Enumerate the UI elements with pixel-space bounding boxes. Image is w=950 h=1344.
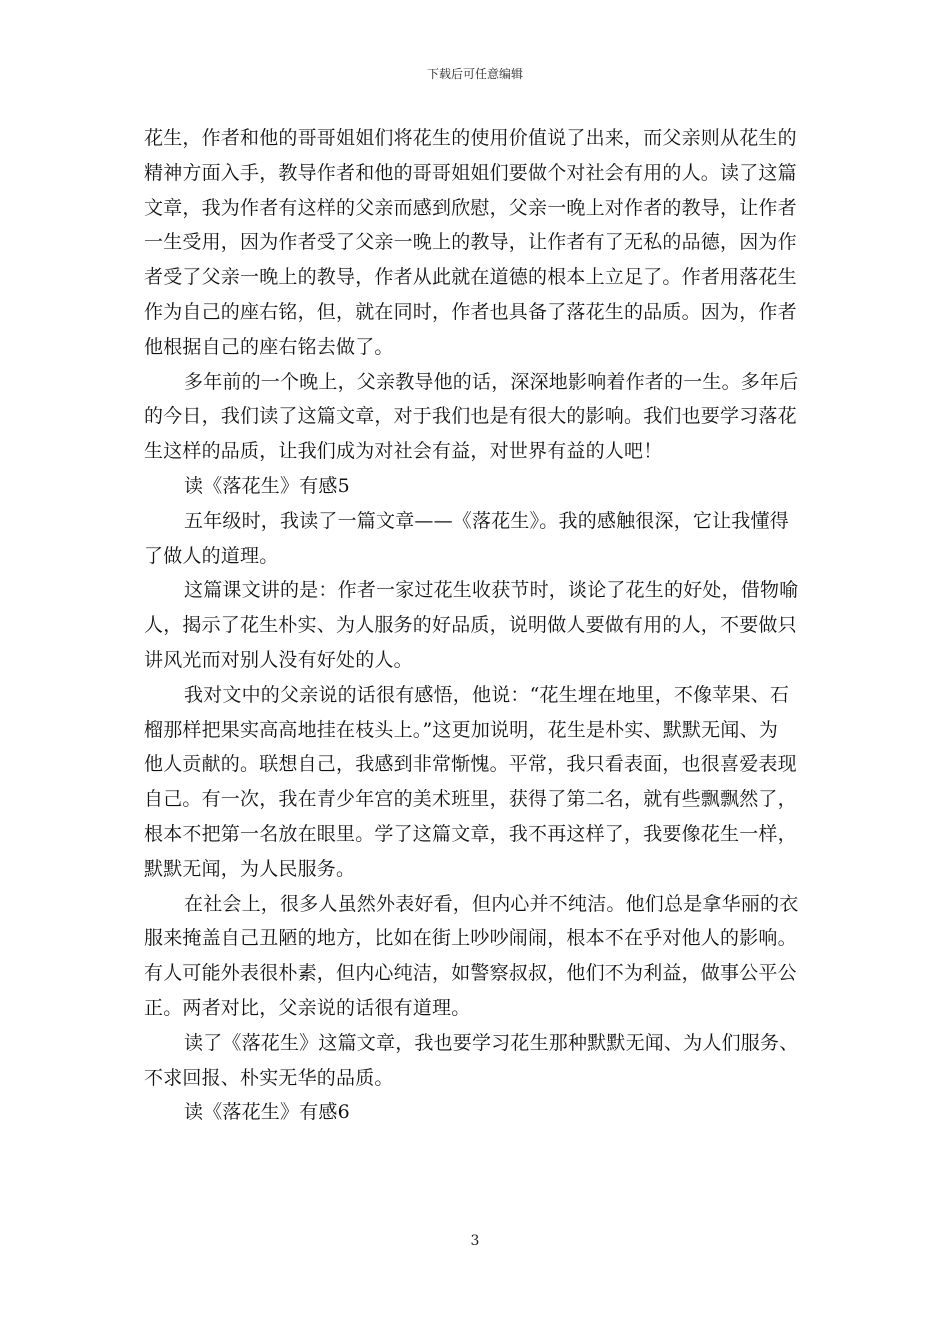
paragraph [144,573,807,677]
text-line: 正。两者对比，父亲说的话很有道理。 [144,996,471,1019]
text-line: 他人贡献的。联想自己，我感到非常惭愧。平常，我只看表面，也很喜爱表现 [144,753,797,776]
paragraph [144,365,807,469]
text-line: 服来掩盖自己丑陋的地方，比如在街上吵吵闹闹，根本不在乎对他人的影响。 [144,927,797,950]
paragraph [144,1026,807,1096]
paragraph [144,121,807,365]
text-line: 有人可能外表很朴素，但内心纯洁，如警察叔叔，他们不为利益，做事公平公 [144,962,797,985]
text-line: 文章，我为作者有这样的父亲而感到欣慰，父亲一晚上对作者的教导，让作者 [144,196,797,219]
text-line: 精神方面入手，教导作者和他的哥哥姐姐们要做个对社会有用的人。读了这篇 [144,161,797,184]
text-line: 我对文中的父亲说的话很有感悟，他说：“花生埋在地里，不像苹果、石 [184,683,790,706]
text-line: 不求回报、朴实无华的品质。 [144,1066,394,1089]
page-number: 3 [470,1233,480,1249]
section-heading-text: 读《落花生》有感5 [184,474,350,497]
document-body [144,121,807,1130]
text-line: 花生，作者和他的哥哥姐姐们将花生的使用价值说了出来，而父亲则从花生的 [144,127,797,149]
text-line: 这篇课文讲的是：作者一家过花生收获节时，谈论了花生的好处，借物喻 [184,579,799,602]
section-heading [144,469,807,504]
section-heading [144,1095,807,1130]
text-line: 一生受用，因为作者受了父亲一晚上的教导，让作者有了无私的品德，因为作 [144,231,797,254]
text-line: 根本不把第一名放在眼里。学了这篇文章，我不再这样了，我要像花生一样， [144,822,797,845]
text-line: 了做人的道理。 [144,544,279,567]
text-line: 五年级时，我读了一篇文章——《落花生》。我的感触很深，它让我懂得 [184,509,789,532]
text-line: 他根据自己的座右铭去做了。 [144,335,394,358]
text-line: 的今日，我们读了这篇文章，对于我们也是有很大的影响。我们也要学习落花 [144,405,797,428]
text-line: 自己。有一次，我在青少年宫的美术班里，获得了第二名，就有些飘飘然了， [144,788,797,811]
text-line: 榴那样把果实高高地挂在枝头上。”这更加说明，花生是朴实、默默无闻、为 [144,718,779,741]
page-header-note: 下载后可任意编辑 [426,67,523,81]
paragraph [144,887,807,1026]
text-line: 生这样的品质，让我们成为对社会有益，对世界有益的人吧！ [144,440,663,463]
text-line: 讲风光而对别人没有好处的人。 [144,648,413,671]
text-line: 人，揭示了花生朴实、为人服务的好品质，说明做人要做有用的人，不要做只 [144,614,797,637]
text-line: 者受了父亲一晚上的教导，作者从此就在道德的根本上立足了。作者用落花生 [144,266,797,289]
paragraph [144,504,807,574]
paragraph [144,678,807,887]
text-line: 多年前的一个晚上，父亲教导他的话，深深地影响着作者的一生。多年后 [184,370,799,393]
text-line: 在社会上，很多人虽然外表好看，但内心并不纯洁。他们总是拿华丽的衣 [184,892,799,915]
text-line: 读了《落花生》这篇文章，我也要学习花生那种默默无闻、为人们服务、 [184,1031,799,1054]
text-line: 作为自己的座右铭，但，就在同时，作者也具备了落花生的品质。因为，作者 [144,300,797,323]
section-heading-text: 读《落花生》有感6 [184,1101,350,1124]
text-line: 默默无闻，为人民服务。 [144,857,356,880]
